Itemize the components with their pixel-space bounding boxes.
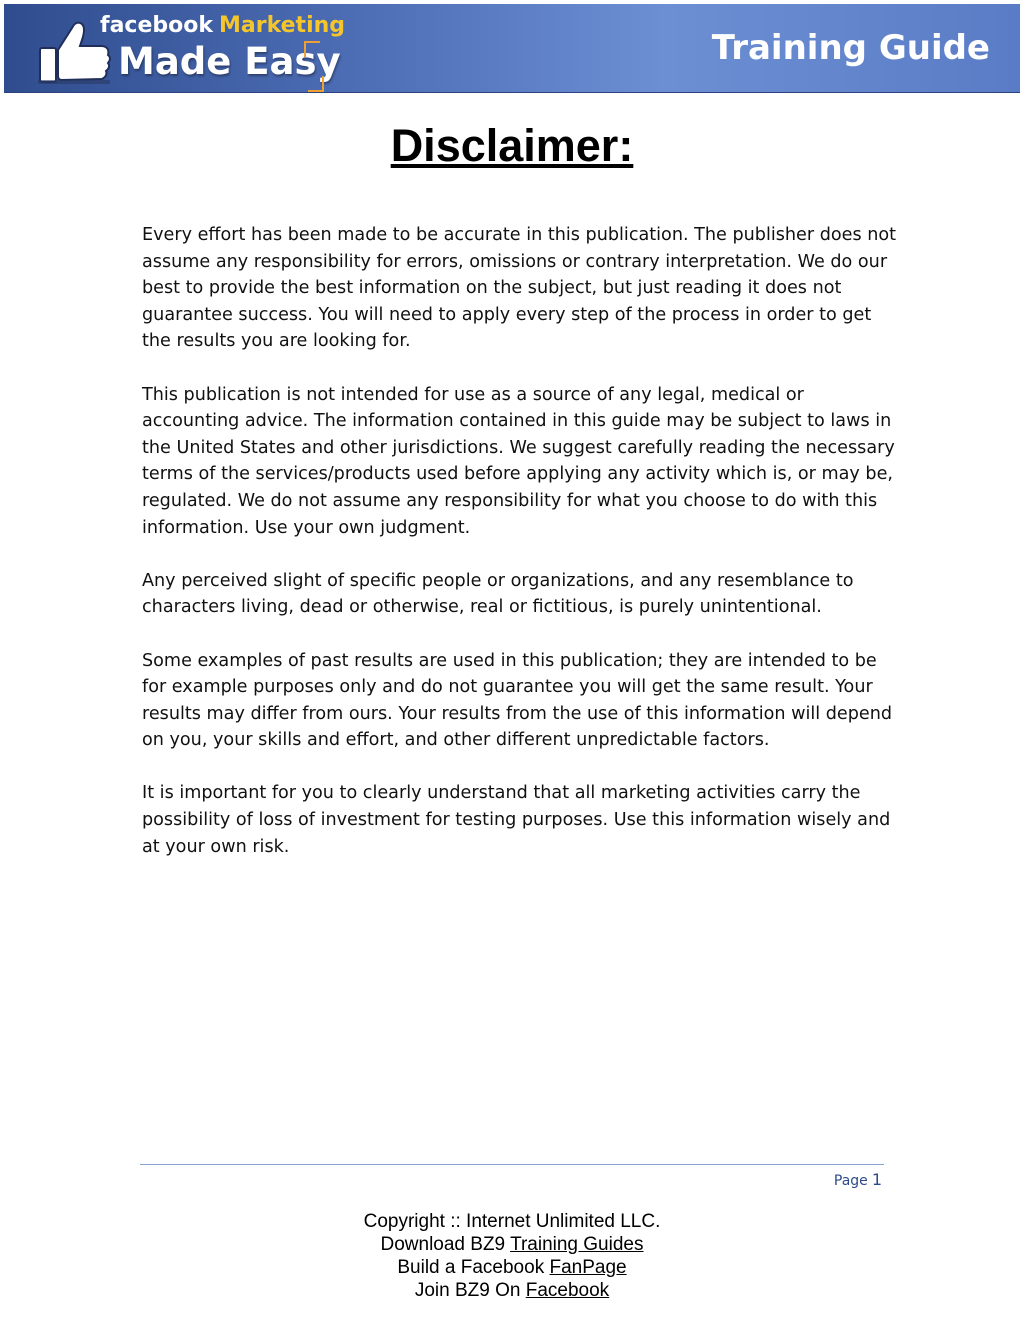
- bracket-decoration: [308, 76, 324, 92]
- brand-marketing: Marketing: [219, 13, 346, 38]
- brand-facebook: facebook: [100, 13, 213, 38]
- brand-tagline: [100, 13, 345, 38]
- training-guides-link[interactable]: Training Guides: [510, 1234, 644, 1255]
- join-prefix: Join BZ9 On: [414, 1280, 521, 1301]
- fanpage-link[interactable]: FanPage: [549, 1257, 627, 1278]
- copyright-block: [0, 1210, 1024, 1302]
- download-line: [0, 1233, 1024, 1256]
- copyright-line: Copyright :: Internet Unlimited LLC.: [363, 1211, 661, 1232]
- build-line: [0, 1256, 1024, 1279]
- paragraph: Some examples of past results are used in this publication; they are intended to be for example purposes only and do not guarantee you will get the same result. Your results may differ from ours. Your results from the use of this information will depend on you, your skills and effort, and other different unpredictable factors.: [142, 650, 893, 751]
- brand-made-easy: Made Easy: [118, 40, 341, 83]
- paragraph: It is important for you to clearly understand that all marketing activities carry the possibility of loss of investment for testing purposes. Use this information wisely and at your own risk.: [142, 783, 891, 857]
- page-title: Disclaimer:: [390, 120, 634, 171]
- bracket-decoration: [304, 41, 320, 57]
- build-prefix: Build a Facebook: [397, 1257, 545, 1278]
- page-number-value: 1: [871, 1170, 882, 1189]
- paragraph: Any perceived slight of specific people or organizations, and any resemblance to characters living, dead or otherwise, real or fictitious, is purely unintentional.: [142, 570, 854, 618]
- paragraph: Every effort has been made to be accurate in this publication. The publisher does not assume any responsibility for errors, omissions or contrary interpretation. We do our best to provide the best information on the subject, but just reading it does not guarantee success. You will need to apply every step of the process in order to get the results you are looking for.: [142, 225, 897, 352]
- page-label: Page: [833, 1173, 868, 1189]
- join-line: [0, 1279, 1024, 1302]
- paragraph: This publication is not intended for use as a source of any legal, medical or accounting advice. The information contained in this guide may be subject to laws in the United States and other jurisdictions. We suggest carefully reading the necessary terms of the services/products used before applying any activity which is, or may be, regulated. We do not assume any responsibility for what you choose to do with this information. Use your own judgment.: [142, 384, 895, 538]
- page-number: [834, 1170, 882, 1189]
- facebook-link[interactable]: Facebook: [525, 1280, 610, 1301]
- training-guide-label: Training Guide: [711, 28, 990, 68]
- disclaimer-body: [142, 222, 902, 887]
- download-prefix: Download BZ9: [380, 1234, 506, 1255]
- header-banner: [4, 4, 1020, 93]
- footer-divider: [140, 1164, 884, 1165]
